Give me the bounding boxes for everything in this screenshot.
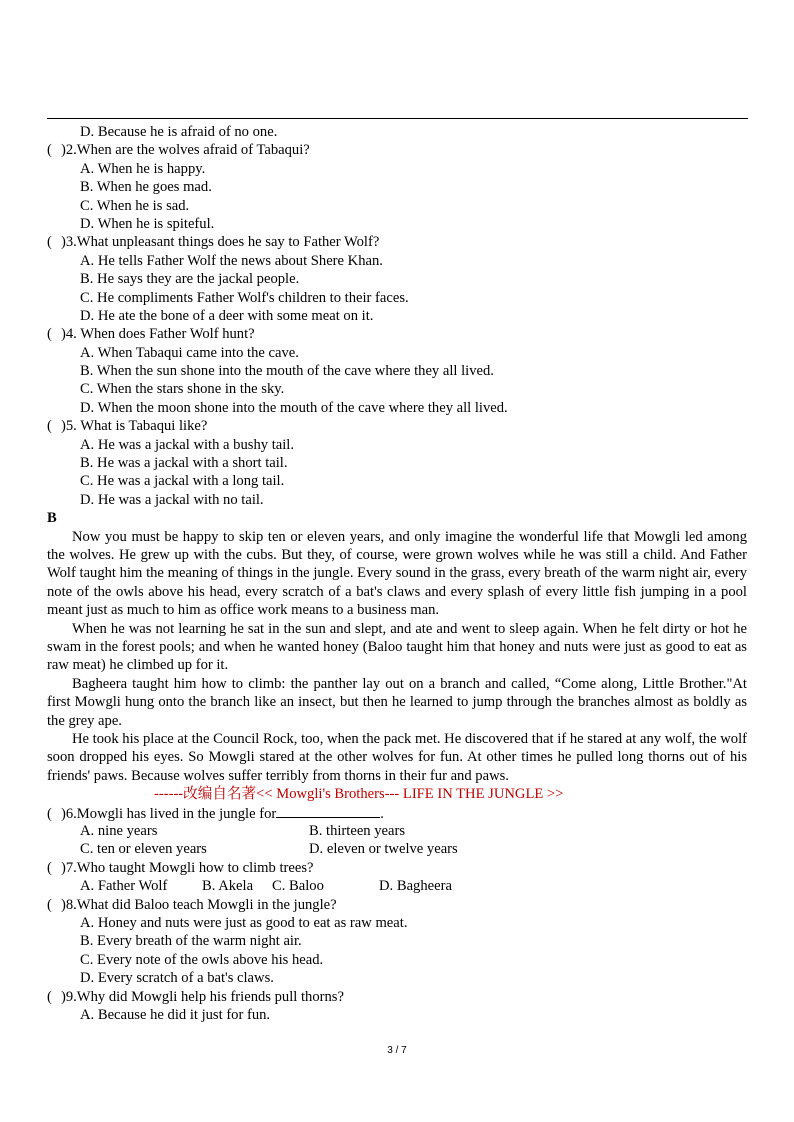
q7-options	[47, 877, 747, 895]
passage-paragraph-2: When he was not learning he sat in the sun and slept, and ate and went to sleep again. When he felt dirty or hot he swam in the forest pools; and when he wanted honey (Baloo taught him that honey and nuts were just as good to eat as raw meat) he climbed up for it.	[47, 620, 747, 674]
q5-option-c: C. He was a jackal with a long tail.	[80, 473, 285, 490]
q9-option-a: A. Because he did it just for fun.	[80, 1006, 271, 1023]
passage-paragraph-3: Bagheera taught him how to climb: the panther lay out on a branch and called, “Come along, Little Brother."At first Mowgli hung onto the branch like an insect, but then he learned to jump through the branches almost as boldly as the grey ape.	[47, 675, 747, 729]
q4-option-c: C. When the stars shone in the sky.	[80, 381, 285, 398]
q7-option-c: C. Baloo	[272, 878, 324, 895]
q1-option-d: D. Because he is afraid of no one.	[80, 124, 278, 140]
question-2: ( )2.When are the wolves afraid of Tabaqui?	[47, 142, 310, 159]
q7-option-a: A. Father Wolf	[80, 878, 168, 895]
q8-option-c: C. Every note of the owls above his head.	[80, 951, 324, 968]
q3-option-a: A. He tells Father Wolf the news about Shere Khan.	[80, 252, 383, 269]
q4-option-b: B. When the sun shone into the mouth of the cave where they all lived.	[80, 363, 494, 380]
section-b-heading: B	[47, 510, 57, 527]
q5-option-a: A. He was a jackal with a bushy tail.	[80, 436, 294, 453]
q6-option-d: D. eleven or twelve years	[309, 841, 458, 858]
q8-option-d: D. Every scratch of a bat's claws.	[80, 970, 274, 987]
q3-option-c: C. He compliments Father Wolf's children to their faces.	[80, 289, 409, 306]
q3-option-b: B. He says they are the jackal people.	[80, 271, 300, 288]
question-6: ( )6.Mowgli has lived in the jungle for .	[47, 805, 384, 822]
q2-option-a: A. When he is happy.	[80, 160, 206, 177]
question-5: ( )5. What is Tabaqui like?	[47, 418, 208, 435]
q2-option-b: B. When he goes mad.	[80, 179, 212, 196]
question-8: ( )8.What did Baloo teach Mowgli in the jungle?	[47, 896, 337, 913]
q6-option-b: B. thirteen years	[309, 823, 406, 840]
q3-option-d: D. He ate the bone of a deer with some meat on it.	[80, 307, 374, 324]
q2-option-d: D. When he is spiteful.	[80, 215, 215, 232]
q5-option-b: B. He was a jackal with a short tail.	[80, 455, 288, 472]
passage-source: ------改编自名著<< Mowgli's Brothers--- LIFE IN THE JUNGLE >>	[154, 786, 564, 803]
q8-option-b: B. Every breath of the warm night air.	[80, 933, 302, 950]
q4-option-d: D. When the moon shone into the mouth of the cave where they all lived.	[80, 399, 508, 416]
passage-paragraph-4: He took his place at the Council Rock, too, when the pack met. He discovered that if he stared at any wolf, the wolf soon dropped his eyes. So Mowgli stared at the other wolves for fun. At other times he pulled long thorns out of his friends' paws. Because wolves suffer terribly from thorns in their fur and paws.	[47, 731, 747, 784]
q6-option-c: C. ten or eleven years	[80, 841, 207, 858]
q7-option-d: D. Bagheera	[379, 878, 452, 895]
question-9: ( )9.Why did Mowgli help his friends pull thorns?	[47, 988, 344, 1005]
passage-paragraph-1: Now you must be happy to skip ten or eleven years, and only imagine the wonderful life that Mowgli led among the wolves. He grew up with the cubs. But they, of course, were grown wolves while he was still a child. And Father Wolf taught him the meaning of things in the jungle. Every sound in the grass, every breath of the warm night air, every note of the owls above his head, every scratch of a bat's claws and every splash of every little fish jumping in a pool meant just as much to him as office work means to a business man.	[47, 528, 747, 619]
document-page	[47, 123, 747, 1024]
passage-b	[47, 528, 747, 786]
header-rule	[47, 118, 748, 119]
q6-options-row-1	[47, 822, 747, 840]
question-3: ( )3.What unpleasant things does he say to Father Wolf?	[47, 234, 380, 251]
q8-option-a: A. Honey and nuts were just as good to eat as raw meat.	[80, 915, 408, 932]
page-number: 3 / 7	[387, 1045, 407, 1056]
q6-option-a: A. nine years	[80, 823, 158, 840]
answer-blank[interactable]	[276, 804, 380, 818]
question-4: ( )4. When does Father Wolf hunt?	[47, 326, 255, 343]
q2-option-c: C. When he is sad.	[80, 197, 190, 214]
q4-option-a: A. When Tabaqui came into the cave.	[80, 344, 299, 361]
q6-options-row-2	[47, 840, 747, 858]
q5-option-d: D. He was a jackal with no tail.	[80, 491, 264, 508]
question-7: ( )7.Who taught Mowgli how to climb trees?	[47, 859, 314, 876]
q7-option-b: B. Akela	[202, 878, 254, 895]
